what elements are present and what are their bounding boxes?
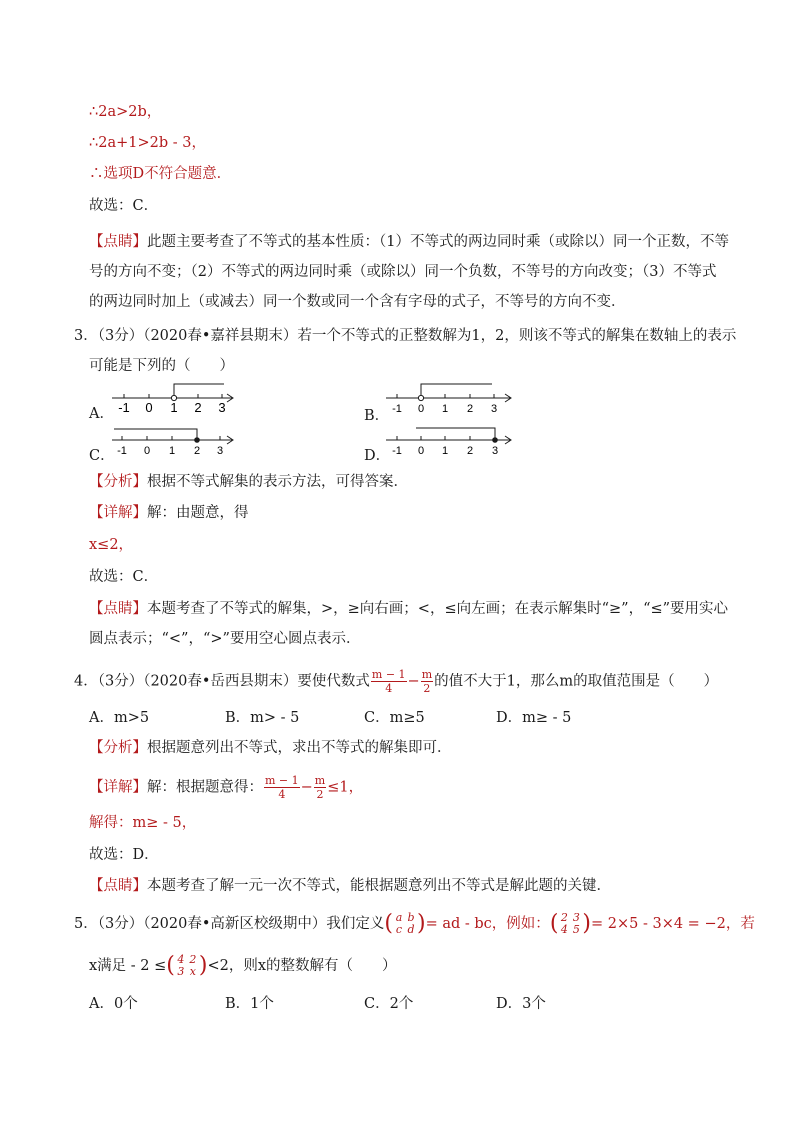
- matrix-cell: 4: [560, 923, 568, 936]
- q4-stem: [74, 668, 718, 695]
- q4-stem-b: 的值不大于1，那么m的取值范围是（ ）: [434, 673, 719, 690]
- q4-fraction-1: [371, 668, 407, 695]
- q4-detail-frac2-num: m: [314, 774, 326, 787]
- tick-label: 3: [490, 403, 498, 415]
- q5-option-d: D．3个: [496, 996, 546, 1012]
- q4-frac1-den: 4: [385, 682, 393, 695]
- q4-analysis-tag: 【分析】: [89, 740, 147, 756]
- q5-option-c: C．2个: [364, 996, 414, 1012]
- solid-circle-icon: [492, 437, 498, 443]
- q4-option-c: C．m≥5: [364, 710, 425, 726]
- q2-choose: 故选：C．: [89, 198, 159, 214]
- q4-frac1-num: m − 1: [371, 668, 406, 681]
- q5-stem: [74, 912, 755, 936]
- matrix-cell: x: [189, 965, 196, 978]
- tick-label: -1: [117, 445, 127, 457]
- tick-label: -1: [392, 445, 402, 457]
- q4-detail-tail: ≤1，: [327, 779, 364, 796]
- q4-detail-fraction-1: [264, 774, 300, 801]
- tick-label: 2: [193, 445, 201, 457]
- q4-detail-text: 解：根据题意得：: [147, 779, 263, 796]
- q3-option-a-numberline: [112, 382, 242, 418]
- tick-label: 0: [143, 445, 151, 457]
- tick-label: 2: [466, 445, 474, 457]
- q3-option-b-numberline: [386, 382, 516, 418]
- q4-comment-tag: 【点睛】: [89, 878, 147, 894]
- matrix-cell: 2: [189, 953, 197, 966]
- q4-detail: [89, 774, 363, 801]
- q2-line1: ∴2a>2b，: [89, 104, 162, 120]
- q3-option-b-label: B．: [364, 408, 390, 424]
- q4-fraction-2: [421, 668, 433, 695]
- q4-frac2-den: 2: [423, 682, 431, 695]
- q4-minus: −: [407, 673, 420, 690]
- q3-analysis-text: 根据不等式解集的表示方法，可得答案．: [147, 474, 408, 490]
- matrix-cell: 4: [177, 953, 185, 966]
- matrix-cell: a: [395, 911, 403, 924]
- tick-label: 0: [417, 403, 425, 415]
- q2-line3-text: ∴选项D不符合题意．: [89, 166, 232, 182]
- q3-comment-text: 本题考查了不等式的解集，>，≥向右画；<，≤向左画；在表示解集时“≥”，“≤”要用实心圆点表示；“<”，“>”要用空心圆点表示．: [89, 601, 729, 647]
- tick-label: 0: [145, 400, 153, 415]
- q5-stem-a: 5．（3分）（2020春•高新区校级期中）我们定义: [74, 916, 385, 932]
- q4-comment: [89, 876, 611, 896]
- q3-analysis-tag: 【分析】: [89, 474, 147, 490]
- tick-label: 1: [441, 403, 449, 415]
- q4-detail-frac1-num: m − 1: [265, 774, 299, 787]
- q4-detail-fraction-2: [314, 774, 326, 801]
- q5-option-b: B．1个: [225, 996, 274, 1012]
- tick-label: -1: [392, 403, 402, 415]
- q4-option-b: B．m> - 5: [225, 710, 300, 726]
- q4-detail-minus: −: [300, 779, 313, 796]
- tick-label: 2: [466, 403, 474, 415]
- q3-detail-text: 解：由题意，得: [147, 505, 249, 521]
- q3-choose: 故选：C．: [89, 569, 159, 585]
- q3-detail-tag: 【详解】: [89, 505, 147, 521]
- q3-analysis: [89, 472, 408, 492]
- q4-detail-tag: 【详解】: [89, 779, 147, 796]
- q4-choose: 故选：D．: [89, 847, 159, 863]
- q2-comment: [89, 227, 729, 317]
- q2-comment-text: 此题主要考查了不等式的基本性质：（1）不等式的两边同时乘（或除以）同一个正数，不等号的方向不变；（2）不等式的两边同时乘（或除以）同一个负数，不等号的方向改变；（3）不等式的两边同时加上（或减去）同一个数或同一个含有字母的式子，不等号的方向不变．: [89, 234, 729, 310]
- q4-analysis-text: 根据题意列出不等式，求出不等式的解集即可．: [147, 740, 452, 756]
- q5-line2-a: x满足 - 2 ≤: [89, 958, 167, 974]
- tick-label: 1: [168, 445, 176, 457]
- matrix-cell: 3: [177, 965, 185, 978]
- q4-option-d: D．m≥ - 5: [496, 710, 572, 726]
- q4-solve: 解得：m≥ - 5，: [89, 815, 197, 831]
- solid-circle-icon: [194, 437, 200, 443]
- q4-detail-frac2-den: 2: [316, 788, 324, 801]
- q5-example-matrix: ( 2 3 4 5 ): [549, 911, 591, 936]
- matrix-cell: c: [395, 923, 403, 936]
- q3-detail: [89, 503, 249, 523]
- q5-option-a: A．0个: [89, 996, 138, 1012]
- q5-line2: [89, 954, 397, 978]
- q3-option-d-label: D．: [364, 448, 391, 464]
- q3-option-c-label: C．: [89, 448, 115, 464]
- q4-frac2-num: m: [421, 668, 433, 681]
- q3-stem2: 可能是下列的（ ）: [89, 358, 234, 374]
- q2-line2: ∴2a+1>2b - 3，: [89, 135, 206, 151]
- q5-def-matrix: ( a b c d ): [384, 911, 426, 936]
- matrix-cell: 3: [572, 911, 580, 924]
- q5-line2-b: <2，则x的整数解有（ ）: [207, 958, 397, 974]
- q5-example-rhs: = 2×5 - 3×4 = −2，若: [591, 916, 755, 932]
- tick-label: 3: [491, 445, 499, 457]
- tick-label: -1: [118, 400, 130, 415]
- q4-comment-text: 本题考查了解一元一次不等式，能根据题意列出不等式是解此题的关键．: [147, 878, 611, 894]
- q4-option-a: A．m>5: [89, 710, 150, 726]
- q3-comment: [89, 594, 729, 654]
- tick-label: 2: [194, 400, 202, 415]
- q4-stem-a: 4．（3分）（2020春•岳西县期末）要使代数式: [74, 673, 370, 690]
- matrix-cell: 5: [572, 923, 580, 936]
- q3-option-d-numberline: [386, 424, 516, 460]
- q3-comment-tag: 【点睛】: [89, 601, 147, 617]
- q5-cond-matrix: ( 4 2 3 x ): [166, 953, 208, 978]
- q3-option-a-label: A．: [89, 406, 114, 422]
- matrix-cell: 2: [560, 911, 568, 924]
- tick-label: 0: [417, 445, 425, 457]
- tick-label: 1: [170, 400, 178, 415]
- matrix-cell: b: [407, 911, 415, 924]
- tick-label: 1: [441, 445, 449, 457]
- q3-stem: 3．（3分）（2020春•嘉祥县期末）若一个不等式的正整数解为1，2，则该不等式的解集在数轴上的表示: [74, 328, 737, 344]
- q3-result: x≤2，: [89, 537, 134, 553]
- q2-line3: [89, 164, 231, 184]
- q4-analysis: [89, 738, 452, 758]
- q2-comment-tag: 【点睛】: [89, 234, 147, 250]
- q5-def-rhs: = ad - bc，例如：: [425, 916, 550, 932]
- q4-detail-frac1-den: 4: [278, 788, 286, 801]
- matrix-cell: d: [407, 923, 415, 936]
- q3-option-c-numberline: [112, 424, 242, 460]
- open-circle-icon: [418, 395, 423, 400]
- tick-label: 3: [216, 445, 224, 457]
- tick-label: 3: [218, 400, 226, 415]
